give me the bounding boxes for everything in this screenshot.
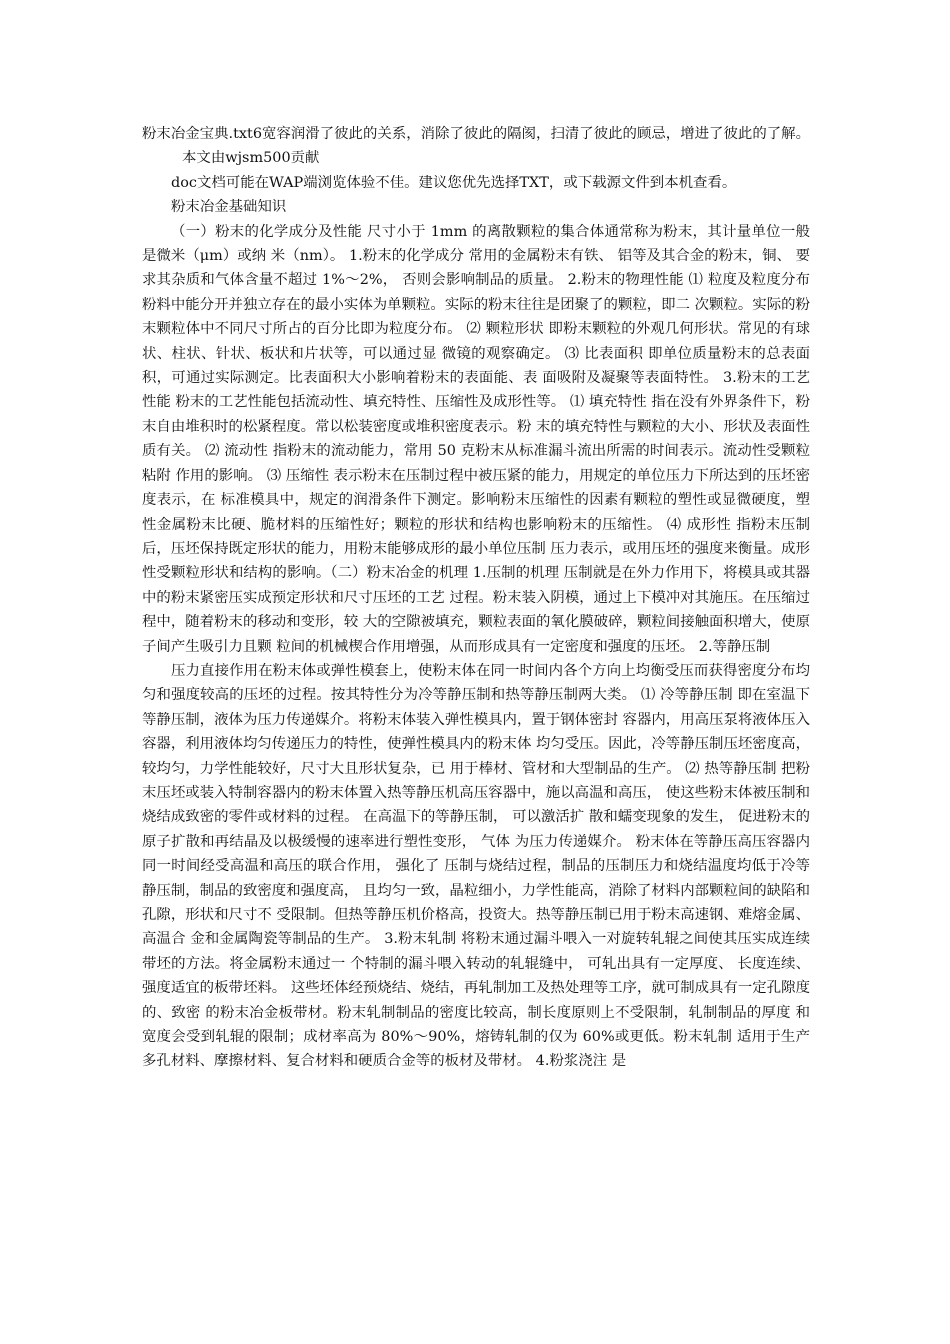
format-notice: doc文档可能在WAP端浏览体验不佳。建议您优先选择TXT，或下载源文件到本机查看。 (171, 174, 737, 191)
intro-text: 粉末冶金宝典.txt6宽容润滑了彼此的关系，消除了彼此的隔阂，扫清了彼此的顾忌，增进了彼此的了解。 (142, 126, 810, 142)
document-body (142, 122, 810, 1074)
contributor-text: 本文由wjsm500贡献 (182, 150, 320, 167)
body-paragraph-2: 压力直接作用在粉末体或弹性模套上，使粉末体在同一时间内各个方向上均衡受压而获得密度分布均匀和强度较高的压坯的过程。按其特性分为冷等静压制和热等静压制两大类。 ⑴ 冷等静压制 即在室温下等静压制，液体为压力传递媒介。将粉末体装入弹性模具内，置于钢体密封 容器内，用高压泵将液体压入容器，利用液体均匀传递压力的特性，使弹性模具内的粉末体 均匀受压。因此，冷等静压制压坯密度高，较均匀，力学性能较好，尺寸大且形状复杂，已 用于棒材、管材和大型制品的生产。 ⑵ 热等静压制 把粉末压坯或装入特制容器内的粉末体置入热等静压机高压容器中，施以高温和高压， 使这些粉末体被压制和烧结成致密的零件或材料的过程。 在高温下的等静压制， 可以激活扩 散和蠕变现象的发生， 促进粉末的原子扩散和再结晶及以极缓慢的速率进行塑性变形， 气体 为压力传递媒介。 粉末体在等静压高压容器内同一时间经受高温和高压的联合作用， 强化了 压制与烧结过程，制品的压制压力和烧结温度均低于冷等静压制，制品的致密度和强度高， 且均匀一致，晶粒细小，力学性能高，消除了材料内部颗粒间的缺陷和孔隙，形状和尺寸不 受限制。但热等静压机价格高，投资大。热等静压制已用于粉末高速钢、难熔金属、高温合 金和金属陶瓷等制品的生产。 3.粉末轧制 将粉末通过漏斗喂入一对旋转轧辊之间使其压实成连续带坯的方法。将金属粉末通过一 个特制的漏斗喂入转动的轧辊缝中， 可轧出具有一定厚度、 长度连续、 强度适宜的板带坯料。 这些坯体经预烧结、烧结，再轧制加工及热处理等工序，就可制成具有一定孔隙度的、致密 的粉末冶金板带材。粉末轧制制品的密度比较高，制长度原则上不受限制，轧制制品的厚度 和宽度会受到轧辊的限制；成材率高为 80%～90%，熔铸轧制的仅为 60%或更低。粉末轧制 适用于生产多孔材料、摩擦材料、复合材料和硬质合金等的板材及带材。 4.粉浆浇注 是 (142, 662, 810, 1070)
intro-paragraph (142, 122, 810, 171)
body-paragraph-1: （一）粉末的化学成分及性能 尺寸小于 1mm 的离散颗粒的集合体通常称为粉末，其计量单位一般是微米（μm）或纳 米（nm）。 1.粉末的化学成分 常用的金属粉末有铁、 铝等及其合金的粉末，铜、 要求其杂质和气体含量不超过 1%～2%， 否则会影响制品的质量。 2.粉末的物理性能 ⑴ 粒度及粒度分布 粉料中能分开并独立存在的最小实体为单颗粒。实际的粉末往往是团聚了的颗粒，即二 次颗粒。实际的粉末颗粒体中不同尺寸所占的百分比即为粒度分布。 ⑵ 颗粒形状 即粉末颗粒的外观几何形状。常见的有球状、柱状、针状、板状和片状等，可以通过显 微镜的观察确定。 ⑶ 比表面积 即单位质量粉末的总表面积，可通过实际测定。比表面积大小影响着粉末的表面能、表 面吸附及凝聚等表面特性。 3.粉末的工艺性能 粉末的工艺性能包括流动性、填充特性、压缩性及成形性等。 ⑴ 填充特性 指在没有外界条件下，粉末自由堆积时的松紧程度。常以松装密度或堆积密度表示。粉 末的填充特性与颗粒的大小、形状及表面性质有关。 ⑵ 流动性 指粉末的流动能力，常用 50 克粉末从标准漏斗流出所需的时间表示。流动性受颗粒粘附 作用的影响。 ⑶ 压缩性 表示粉末在压制过程中被压紧的能力，用规定的单位压力下所达到的压坯密度表示，在 标准模具中，规定的润滑条件下测定。影响粉末压缩性的因素有颗粒的塑性或显微硬度，塑 性金属粉末比硬、脆材料的压缩性好；颗粒的形状和结构也影响粉末的压缩性。 ⑷ 成形性 指粉末压制后，压坯保持既定形状的能力，用粉末能够成形的最小单位压制 压力表示，或用压坯的强度来衡量。成形性受颗粒形状和结构的影响。（二）粉末冶金的机理 1.压制的机理 压制就是在外力作用下，将模具或其器中的粉末紧密压实成预定形状和尺寸压坯的工艺 过程。粉末装入阴模，通过上下模冲对其施压。在压缩过程中，随着粉末的移动和变形，较 大的空隙被填充，颗粒表面的氧化膜破碎，颗粒间接触面积增大，使原子间产生吸引力且颗 粒间的机械楔合作用增强，从而形成具有一定密度和强度的压坯。 2.等静压制 (142, 223, 810, 655)
document-title: 粉末冶金基础知识 (171, 199, 287, 216)
